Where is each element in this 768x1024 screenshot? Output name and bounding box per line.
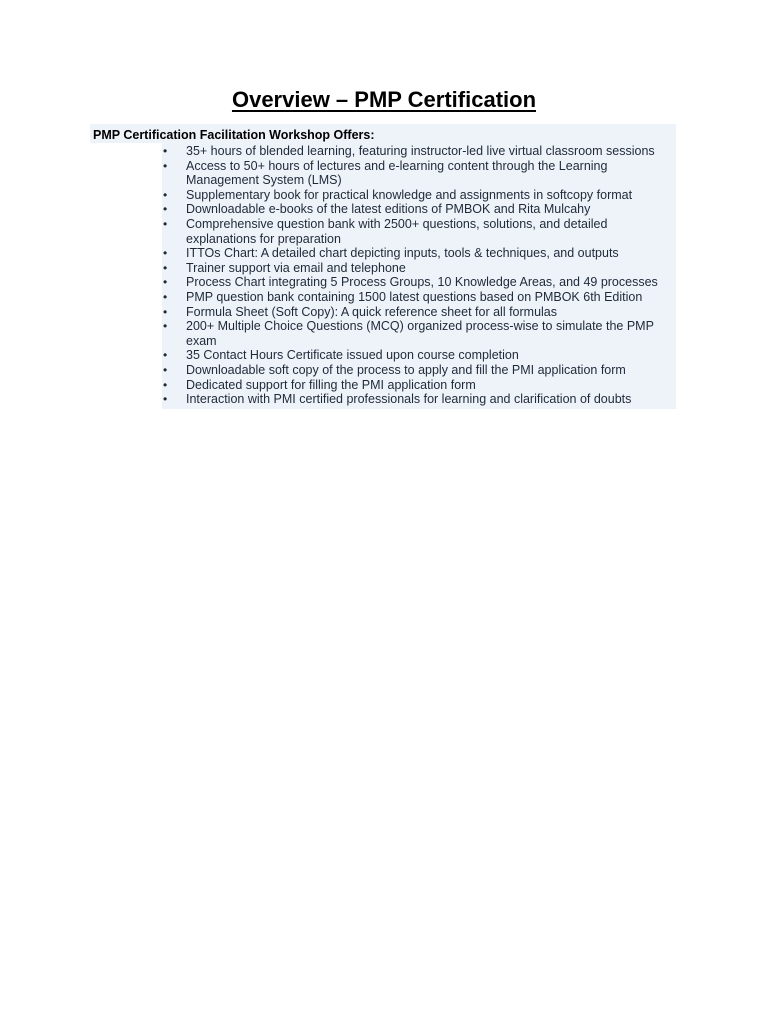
- list-item: • Interaction with PMI certified professionals for learning and clarification of doubts: [162, 392, 676, 407]
- list-item: • 200+ Multiple Choice Questions (MCQ) organized process-wise to simulate the PMP exam: [162, 319, 676, 348]
- section-heading: PMP Certification Facilitation Workshop Offers:: [93, 128, 375, 142]
- list-item: • Supplementary book for practical knowledge and assignments in softcopy format: [162, 188, 676, 203]
- list-item: • Process Chart integrating 5 Process Groups, 10 Knowledge Areas, and 49 processes: [162, 275, 676, 290]
- page-title: Overview – PMP Certification: [231, 87, 537, 112]
- list-item: • Trainer support via email and telephone: [162, 261, 676, 276]
- feature-list: [162, 144, 676, 407]
- list-item: • Comprehensive question bank with 2500+ questions, solutions, and detailed explanations for preparation: [162, 217, 676, 246]
- list-item: • Downloadable e-books of the latest editions of PMBOK and Rita Mulcahy: [162, 202, 676, 217]
- list-item: • Formula Sheet (Soft Copy): A quick reference sheet for all formulas: [162, 305, 676, 320]
- list-item: • PMP question bank containing 1500 latest questions based on PMBOK 6th Edition: [162, 290, 676, 305]
- list-item: • Dedicated support for filling the PMI application form: [162, 378, 676, 393]
- list-item: • Downloadable soft copy of the process to apply and fill the PMI application form: [162, 363, 676, 378]
- list-item: • ITTOs Chart: A detailed chart depicting inputs, tools & techniques, and outputs: [162, 246, 676, 261]
- list-item: • 35 Contact Hours Certificate issued upon course completion: [162, 348, 676, 363]
- list-item: • Access to 50+ hours of lectures and e-learning content through the Learning Management System (LMS): [162, 159, 676, 188]
- list-item: • 35+ hours of blended learning, featuring instructor-led live virtual classroom sessions: [162, 144, 676, 159]
